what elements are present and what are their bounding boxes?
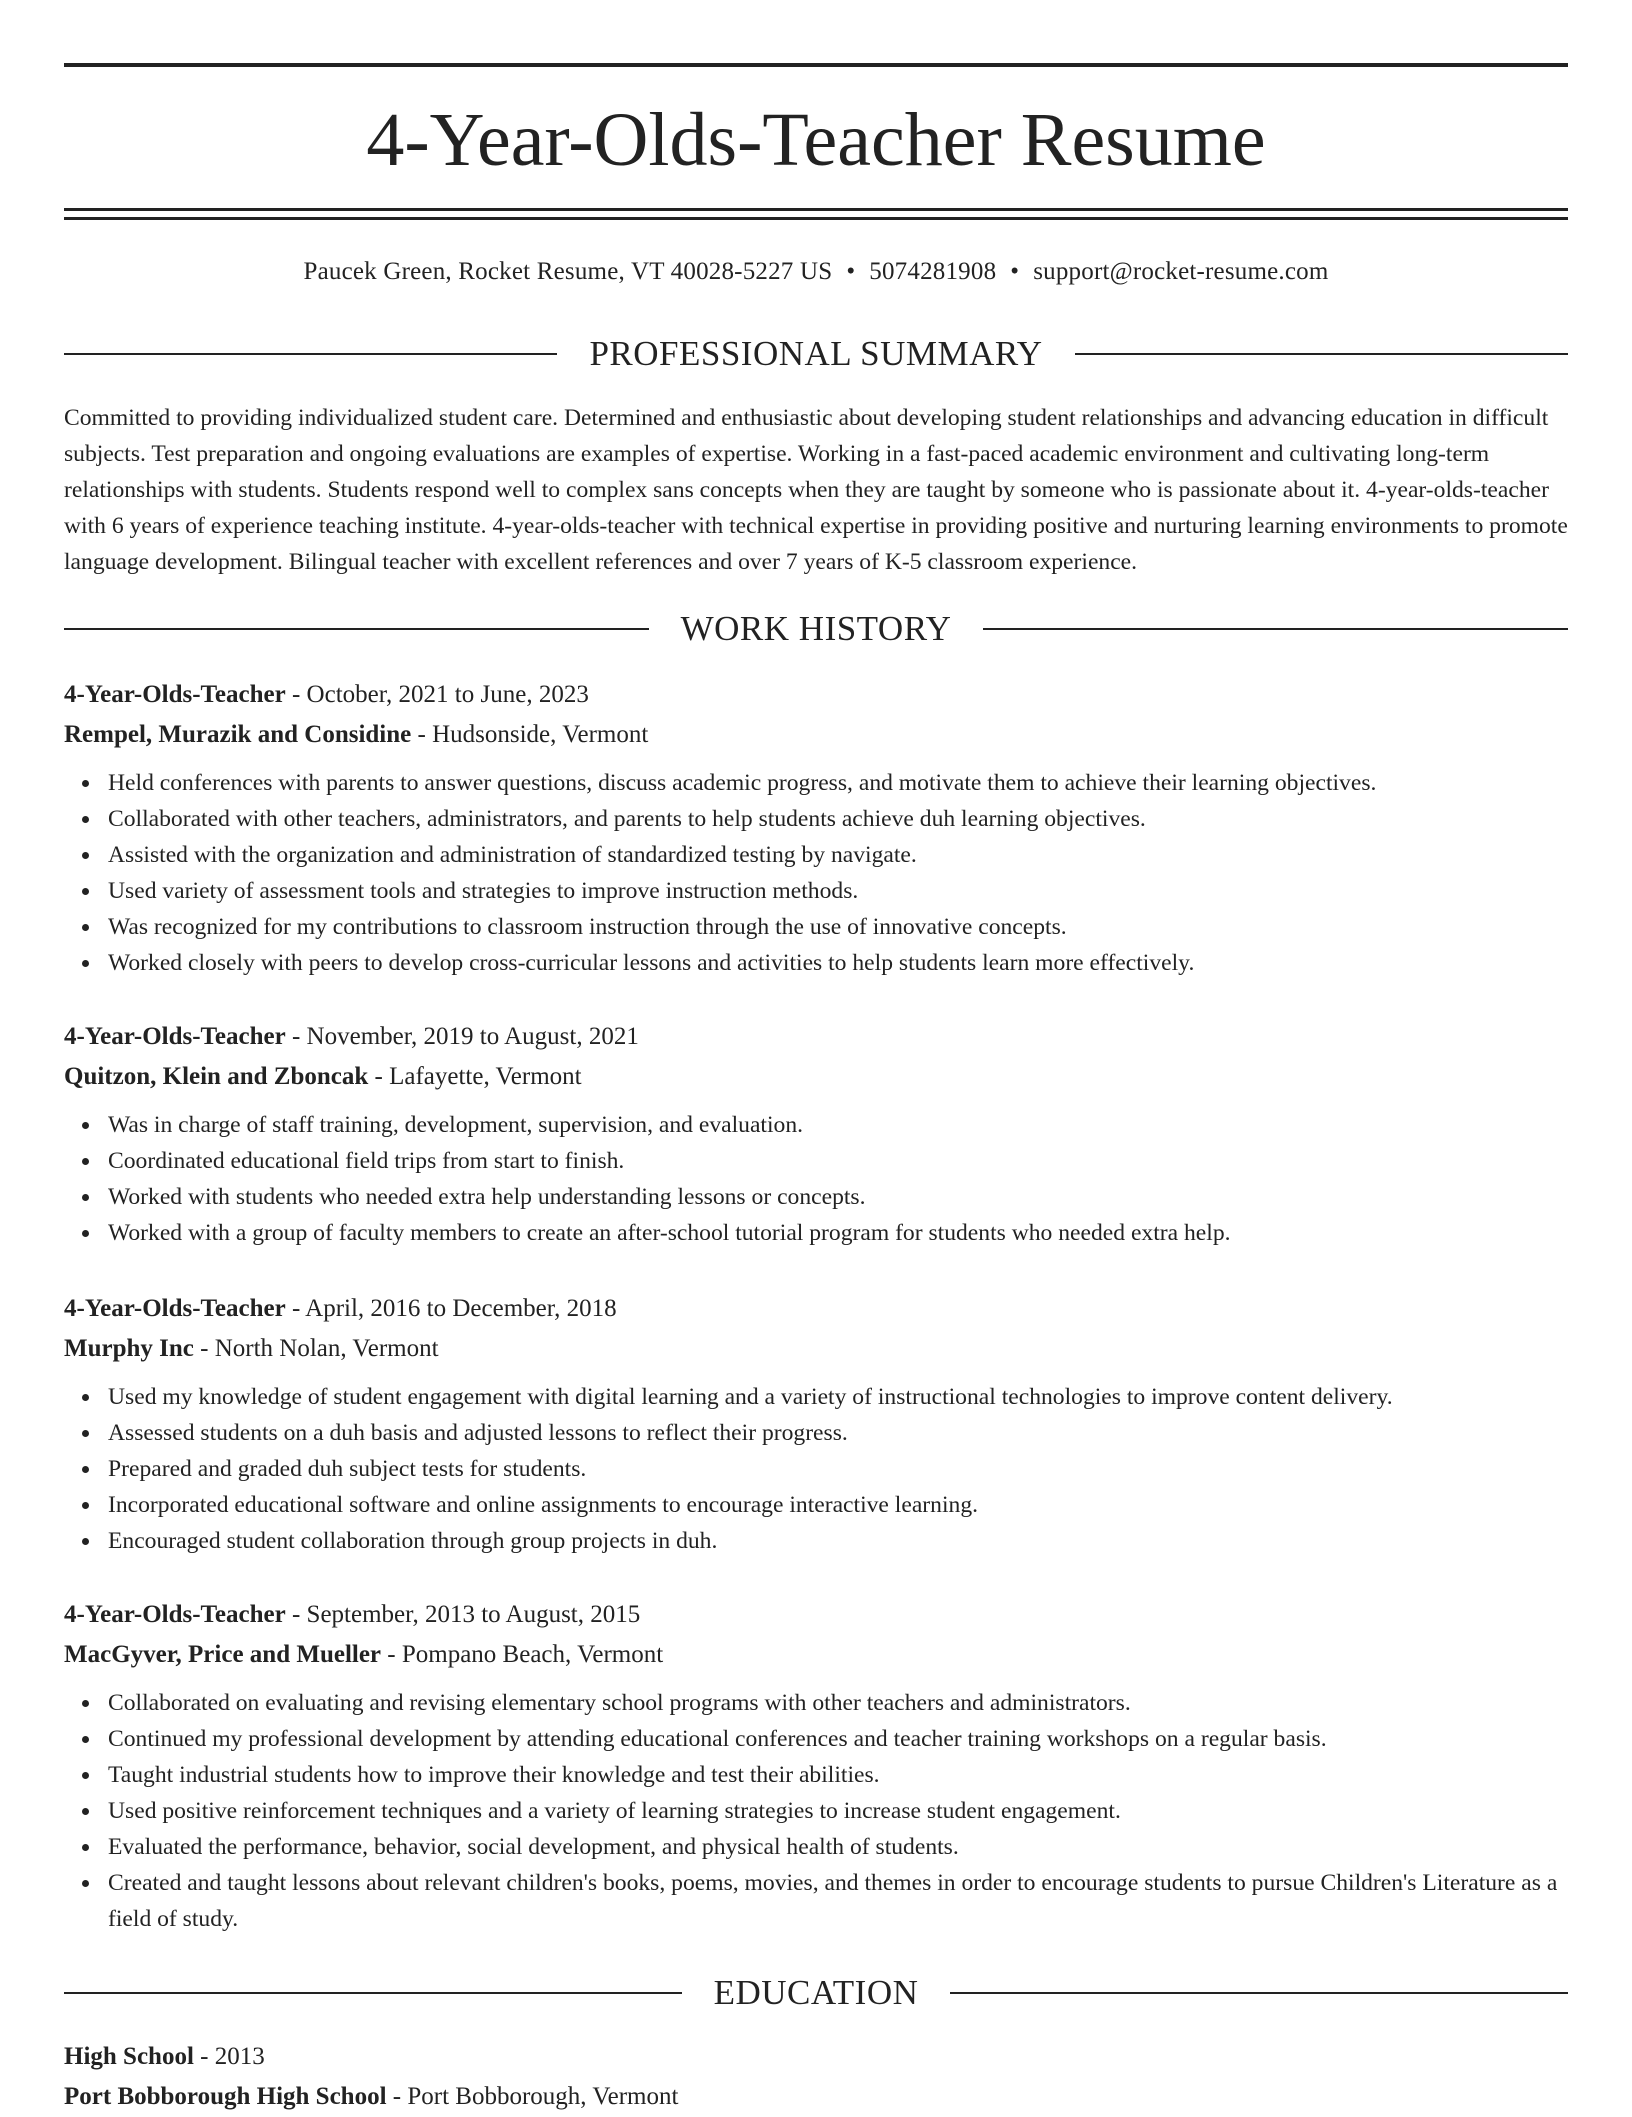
job-bullet: Taught industrial students how to improve their knowledge and test their abilities. bbox=[108, 1757, 1568, 1793]
section-header-education bbox=[64, 1971, 1568, 2015]
section-rule-right bbox=[983, 628, 1568, 630]
job-bullet-list bbox=[64, 1685, 1568, 1937]
job-company: MacGyver, Price and Mueller bbox=[64, 1641, 382, 1668]
job-dates: - September, 2013 to August, 2015 bbox=[285, 1601, 641, 1628]
job-bullet: Assessed students on a duh basis and adjusted lessons to reflect their progress. bbox=[108, 1415, 1568, 1451]
section-rule-left bbox=[64, 1992, 682, 1994]
title-double-divider bbox=[64, 208, 1568, 220]
contact-address: Paucek Green, Rocket Resume, VT 40028-5227 US bbox=[303, 258, 833, 285]
job-title: 4-Year-Olds-Teacher bbox=[64, 1023, 286, 1050]
job-bullet: Worked with students who needed extra help understanding lessons or concepts. bbox=[108, 1179, 1568, 1215]
job-bullet: Encouraged student collaboration through group projects in duh. bbox=[108, 1523, 1568, 1559]
job-bullet: Was recognized for my contributions to classroom instruction through the use of innovative concepts. bbox=[108, 909, 1568, 945]
section-rule-left bbox=[64, 353, 557, 355]
job-title: 4-Year-Olds-Teacher bbox=[64, 1601, 286, 1628]
job-bullet: Worked closely with peers to develop cross-curricular lessons and activities to help students learn more effectively. bbox=[108, 945, 1568, 981]
contact-line bbox=[64, 254, 1568, 290]
job-bullet: Collaborated with other teachers, administrators, and parents to help students achieve duh learning objectives. bbox=[108, 801, 1568, 837]
job-bullet: Assisted with the organization and administration of standardized testing by navigate. bbox=[108, 837, 1568, 873]
contact-email: support@rocket-resume.com bbox=[1033, 258, 1329, 285]
section-rule-right bbox=[950, 1992, 1568, 1994]
education-degree-line bbox=[64, 2037, 1568, 2077]
contact-separator: • bbox=[846, 258, 856, 285]
job-bullet: Evaluated the performance, behavior, social development, and physical health of students. bbox=[108, 1829, 1568, 1865]
job-bullet: Prepared and graded duh subject tests for students. bbox=[108, 1451, 1568, 1487]
job-dates: - October, 2021 to June, 2023 bbox=[285, 681, 589, 708]
section-title-work-history: WORK HISTORY bbox=[680, 609, 952, 648]
job-bullet: Coordinated educational field trips from start to finish. bbox=[108, 1143, 1568, 1179]
job-company-line bbox=[64, 1635, 1568, 1675]
job-company-line bbox=[64, 1329, 1568, 1369]
job-location: - Lafayette, Vermont bbox=[368, 1063, 582, 1090]
job-bullet: Was in charge of staff training, development, supervision, and evaluation. bbox=[108, 1107, 1568, 1143]
education-location: - Port Bobborough, Vermont bbox=[386, 2083, 679, 2110]
job-bullet-list bbox=[64, 765, 1568, 981]
job-bullet: Continued my professional development by attending educational conferences and teacher training workshops on a regular basis. bbox=[108, 1721, 1568, 1757]
job-bullet: Used variety of assessment tools and strategies to improve instruction methods. bbox=[108, 873, 1568, 909]
job-entry bbox=[64, 1017, 1568, 1251]
job-location: - Hudsonside, Vermont bbox=[411, 721, 649, 748]
job-bullet: Collaborated on evaluating and revising elementary school programs with other teachers and administrators. bbox=[108, 1685, 1568, 1721]
section-rule-left bbox=[64, 628, 649, 630]
job-company: Murphy Inc bbox=[64, 1335, 194, 1362]
section-header-summary bbox=[64, 332, 1568, 376]
job-title-line bbox=[64, 675, 1568, 715]
job-title-line bbox=[64, 1017, 1568, 1057]
job-bullet: Used positive reinforcement techniques and a variety of learning strategies to increase student engagement. bbox=[108, 1793, 1568, 1829]
job-company: Rempel, Murazik and Considine bbox=[64, 721, 412, 748]
section-rule-right bbox=[1075, 353, 1568, 355]
job-bullet-list bbox=[64, 1379, 1568, 1559]
job-entry bbox=[64, 1595, 1568, 1937]
job-bullet: Held conferences with parents to answer questions, discuss academic progress, and motivate them to achieve their learning objectives. bbox=[108, 765, 1568, 801]
job-bullet-list bbox=[64, 1107, 1568, 1251]
contact-phone: 5074281908 bbox=[869, 258, 997, 285]
job-location: - Pompano Beach, Vermont bbox=[381, 1641, 664, 1668]
job-title: 4-Year-Olds-Teacher bbox=[64, 681, 286, 708]
job-entry bbox=[64, 1289, 1568, 1559]
job-company-line bbox=[64, 1057, 1568, 1097]
job-dates: - November, 2019 to August, 2021 bbox=[285, 1023, 639, 1050]
job-company: Quitzon, Klein and Zboncak bbox=[64, 1063, 369, 1090]
job-bullet: Incorporated educational software and online assignments to encourage interactive learning. bbox=[108, 1487, 1568, 1523]
section-header-work-history bbox=[64, 607, 1568, 651]
section-title-summary: PROFESSIONAL SUMMARY bbox=[589, 334, 1043, 373]
job-entry bbox=[64, 675, 1568, 981]
contact-separator: • bbox=[1010, 258, 1020, 285]
job-dates: - April, 2016 to December, 2018 bbox=[285, 1295, 617, 1322]
section-title-education: EDUCATION bbox=[713, 1973, 919, 2012]
education-school-line bbox=[64, 2077, 1568, 2117]
job-bullet: Created and taught lessons about relevant children's books, poems, movies, and themes in order to encourage students to pursue Children's Literature as a field of study. bbox=[108, 1865, 1568, 1937]
job-title: 4-Year-Olds-Teacher bbox=[64, 1295, 286, 1322]
top-divider bbox=[64, 63, 1568, 67]
education-degree: High School bbox=[64, 2043, 194, 2070]
education-school: Port Bobborough High School bbox=[64, 2083, 387, 2110]
resume-title: 4-Year-Olds-Teacher Resume bbox=[366, 98, 1266, 182]
education-year: - 2013 bbox=[193, 2043, 265, 2070]
job-title-line bbox=[64, 1595, 1568, 1635]
education-entry bbox=[64, 2037, 1568, 2117]
job-title-line bbox=[64, 1289, 1568, 1329]
job-bullet: Worked with a group of faculty members to create an after-school tutorial program for students who needed extra help. bbox=[108, 1215, 1568, 1251]
job-bullet: Used my knowledge of student engagement with digital learning and a variety of instructional technologies to improve content delivery. bbox=[108, 1379, 1568, 1415]
job-location: - North Nolan, Vermont bbox=[193, 1335, 439, 1362]
job-company-line bbox=[64, 715, 1568, 755]
professional-summary-text: Committed to providing individualized student care. Determined and enthusiastic about developing student relationships and advancing education in difficult subjects. Test preparation and ongoing evaluations are examples of expertise. Working in a fast-paced academic environment and cultivating long-term relationships with students. Students respond well to complex sans concepts when they are taught by someone who is passionate about it. 4-year-olds-teacher with 6 years of experience teaching institute. 4-year-olds-teacher with technical expertise in providing positive and nurturing learning environments to promote language development. Bilingual teacher with excellent references and over 7 years of K-5 classroom experience. bbox=[64, 405, 1568, 575]
